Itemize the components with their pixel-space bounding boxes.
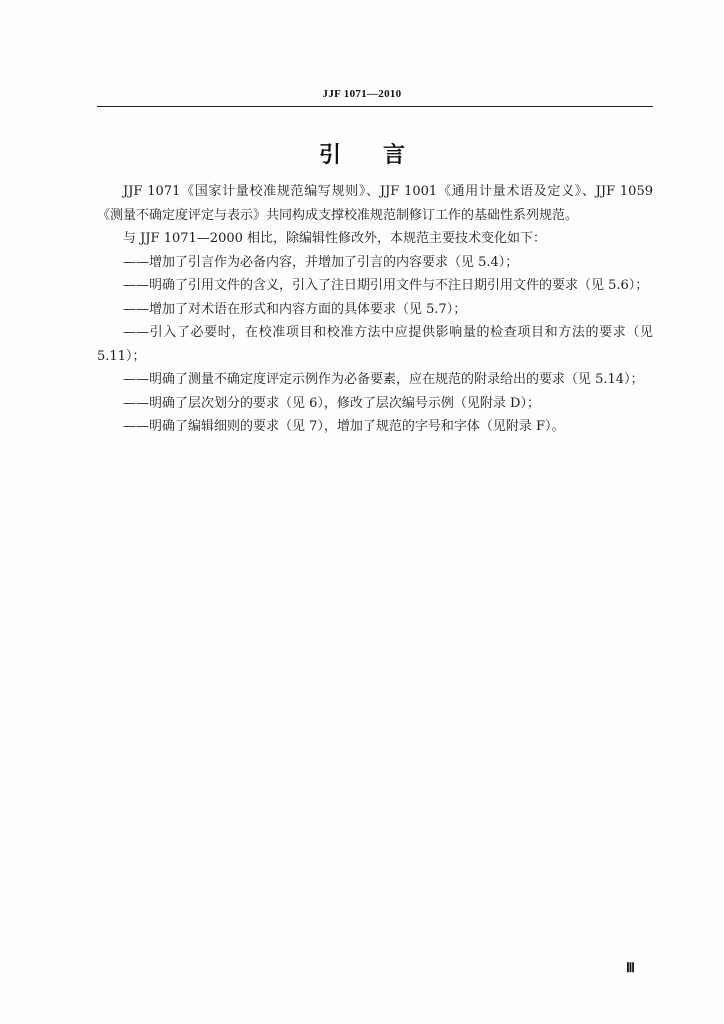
change-item: ——明确了引用文件的含义，引入了注日期引用文件与不注日期引用文件的要求（见 5.6）；: [123, 278, 649, 293]
paragraph-changes-lead: 与 JJF 1071—2000 相比，除编辑性修改外，本规范主要技术变化如下：: [123, 231, 547, 246]
header-divider: [97, 106, 653, 107]
change-item: ——明确了编辑细则的要求（见 7），增加了规范的字号和字体（见附录 F）。: [123, 419, 565, 434]
change-item: ——明确了测量不确定度评定示例作为必备要素，应在规范的附录给出的要求（见 5.14）；: [123, 372, 644, 387]
change-item: ——引入了必要时，在校准项目和校准方法中应提供影响量的检查项目和方法的要求（见 5.11）；: [97, 325, 653, 364]
running-header: JJF 1071—2010: [322, 88, 402, 100]
change-item: ——增加了引言作为必备内容，并增加了引言的内容要求（见 5.4）；: [123, 254, 519, 270]
page-number: Ⅲ: [626, 960, 635, 975]
body-text: [97, 180, 653, 439]
change-item: ——增加了对术语在形式和内容方面的具体要求（见 5.7）；: [123, 301, 467, 317]
paragraph-intro: JJF 1071《国家计量校准规范编写规则》、JJF 1001《通用计量术语及定义》、JJF 1059《测量不确定度评定与表示》共同构成支撑校准规范制修订工作的基础性系列规范。: [97, 184, 653, 223]
change-item: ——明确了层次划分的要求（见 6），修改了层次编号示例（见附录 D）；: [123, 395, 540, 411]
section-title: 引言: [318, 143, 447, 168]
